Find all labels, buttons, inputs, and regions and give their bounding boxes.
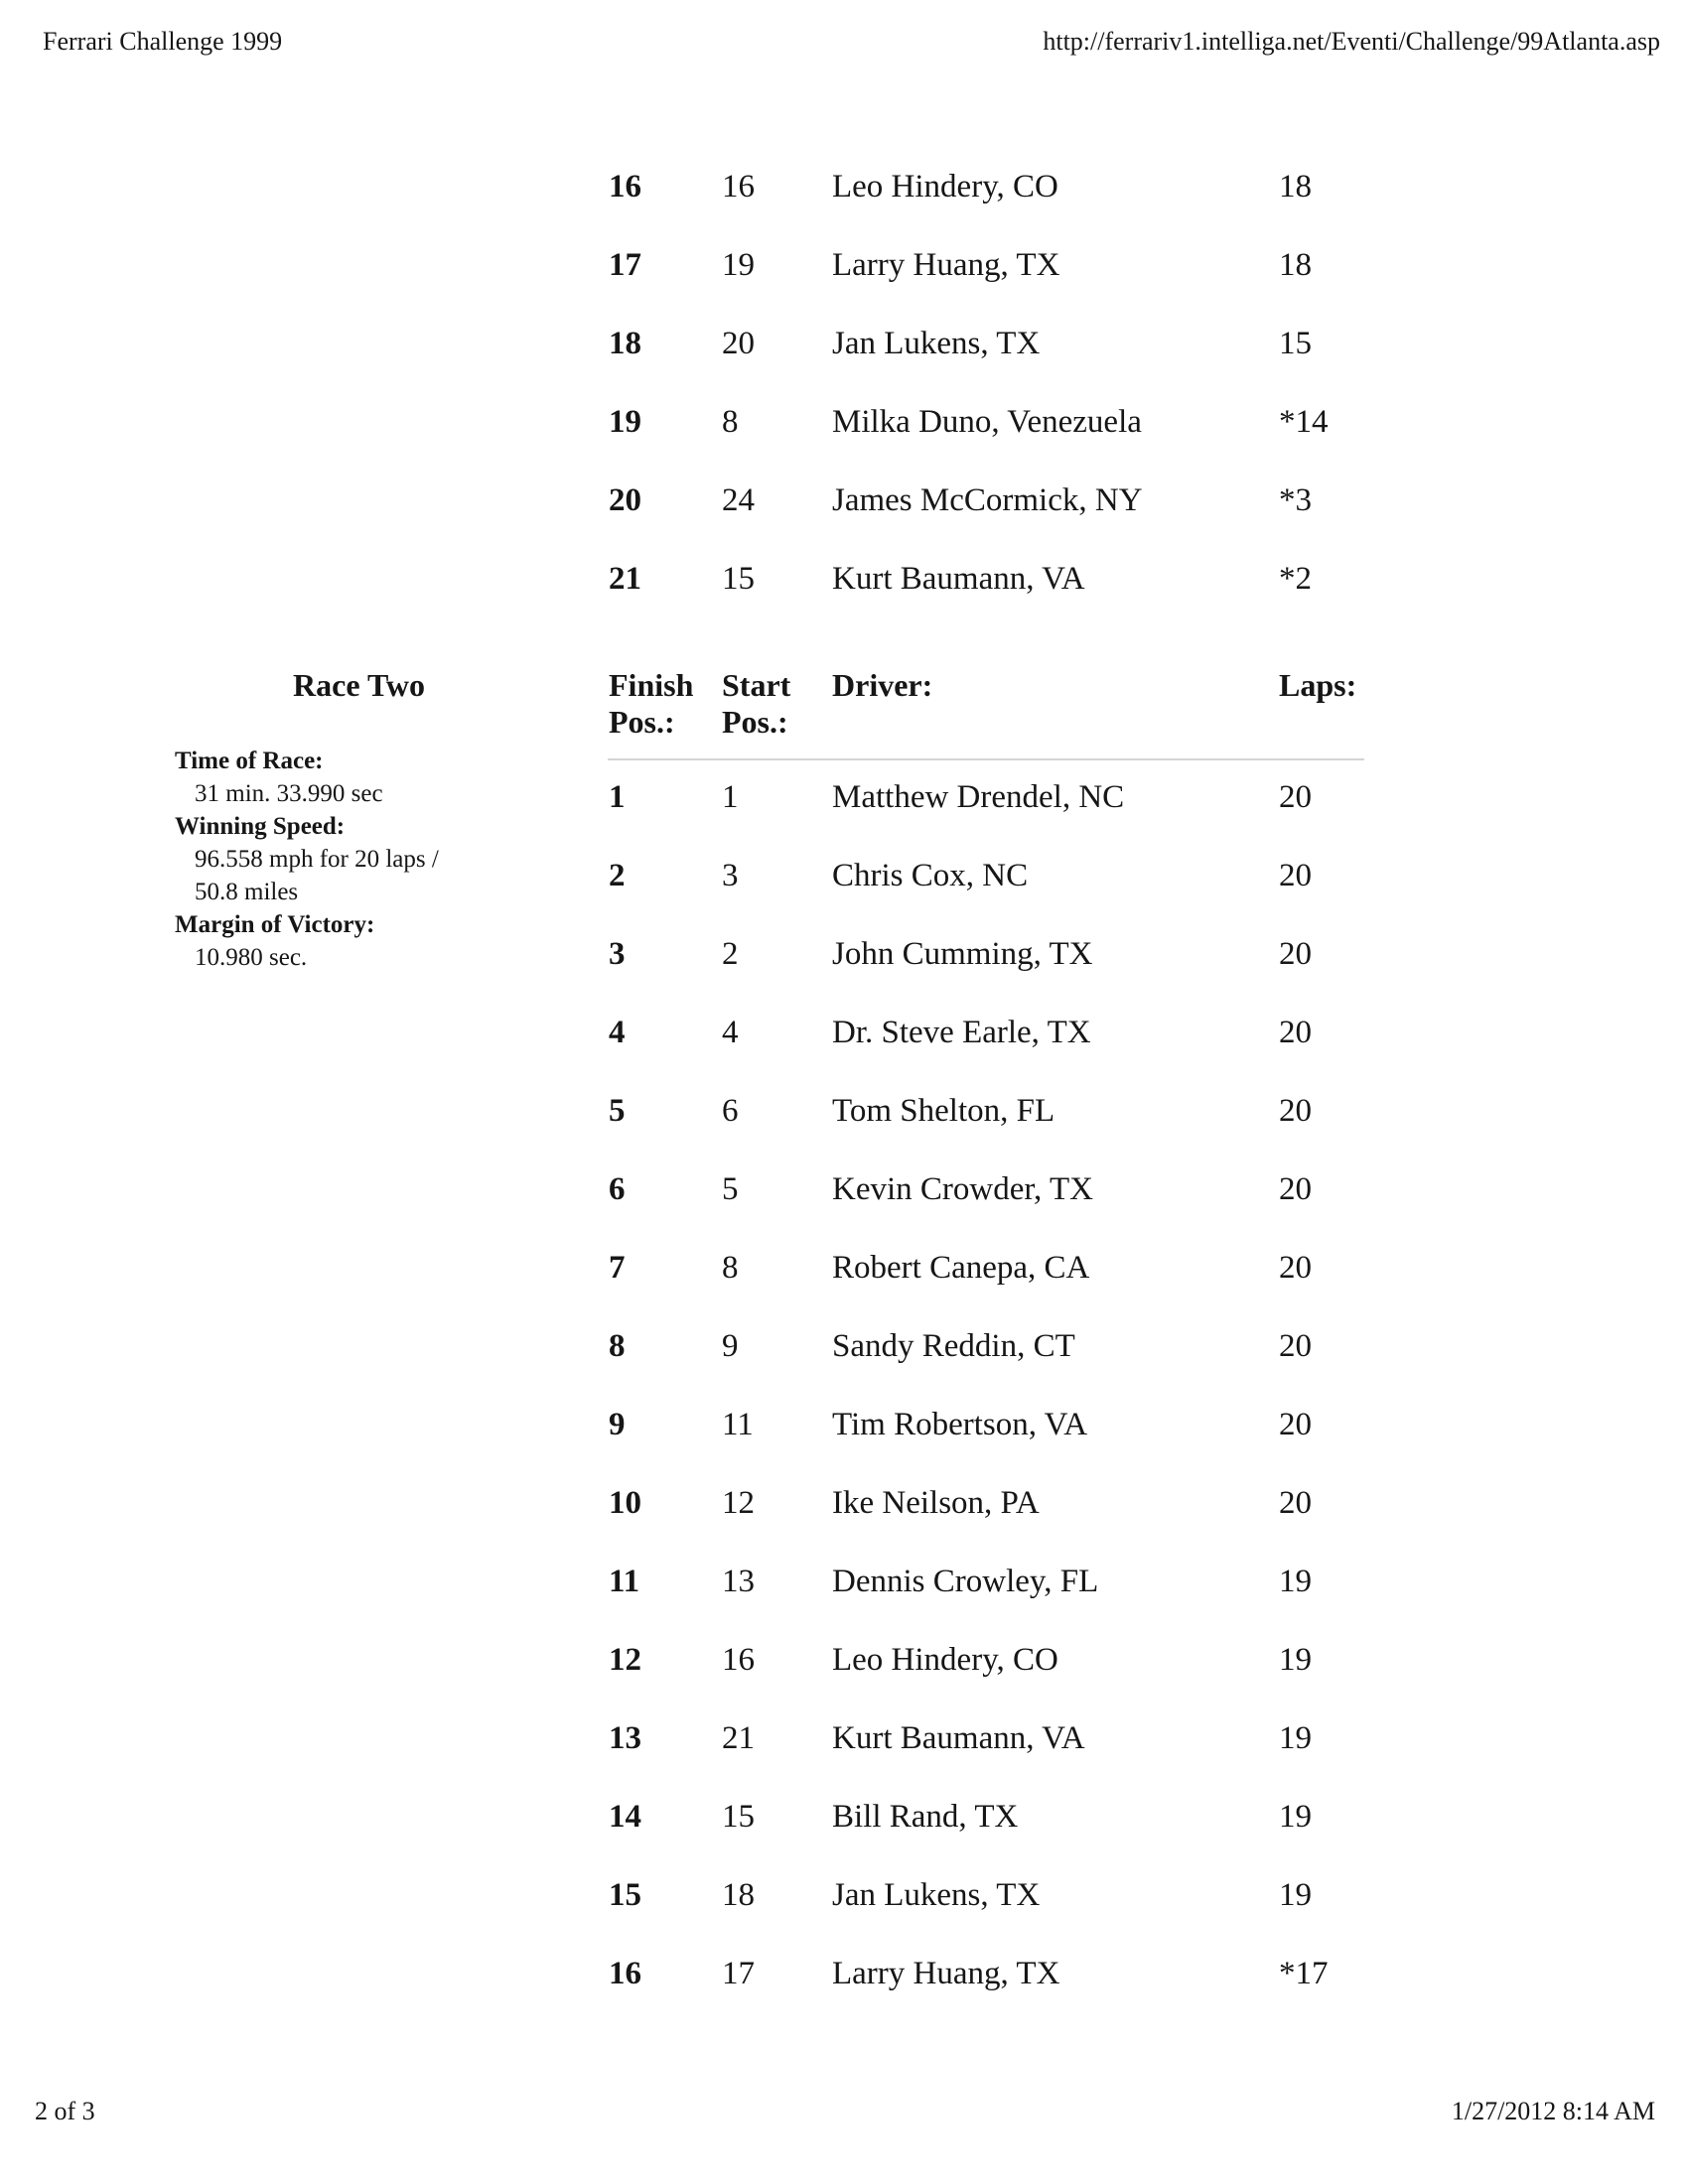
winning-speed-value: 96.558 mph for 20 laps / — [195, 846, 439, 873]
driver-name: Milka Duno, Venezuela — [832, 404, 1142, 440]
table-row — [0, 1799, 1688, 1839]
driver-name: Jan Lukens, TX — [832, 1877, 1041, 1913]
time-of-race-label: Time of Race: — [175, 748, 324, 774]
column-header-finish — [609, 667, 693, 741]
finish-pos: 18 — [609, 326, 641, 361]
table-row — [0, 1328, 1688, 1368]
driver-name: John Cumming, TX — [832, 936, 1093, 972]
table-row — [0, 1642, 1688, 1682]
finish-pos: 12 — [609, 1642, 641, 1678]
laps-count: 19 — [1279, 1877, 1312, 1913]
laps-count: 20 — [1279, 1171, 1312, 1207]
driver-name: Bill Rand, TX — [832, 1799, 1019, 1835]
start-pos: 9 — [722, 1328, 739, 1364]
finish-pos: 6 — [609, 1171, 626, 1207]
laps-count: 19 — [1279, 1564, 1312, 1599]
column-header-finish-line2: Pos.: — [609, 704, 675, 740]
table-row — [0, 561, 1688, 601]
laps-count: 20 — [1279, 1328, 1312, 1364]
table-row — [0, 169, 1688, 208]
header-divider — [608, 758, 1364, 760]
finish-pos: 16 — [609, 169, 641, 205]
finish-pos: 15 — [609, 1877, 641, 1913]
race-two-title: Race Two — [293, 667, 426, 703]
start-pos: 8 — [722, 404, 739, 440]
laps-count: 20 — [1279, 1093, 1312, 1129]
laps-count: *14 — [1279, 404, 1329, 440]
driver-name: Tom Shelton, FL — [832, 1093, 1055, 1129]
laps-count: 19 — [1279, 1720, 1312, 1756]
laps-count: 19 — [1279, 1642, 1312, 1678]
finish-pos: 17 — [609, 247, 641, 283]
column-header-driver: Driver: — [832, 667, 933, 703]
driver-name: Dr. Steve Earle, TX — [832, 1015, 1091, 1050]
laps-count: 18 — [1279, 247, 1312, 283]
table-row — [0, 1171, 1688, 1211]
finish-pos: 13 — [609, 1720, 641, 1756]
column-header-start-line2: Pos.: — [722, 704, 788, 740]
laps-count: 20 — [1279, 1250, 1312, 1286]
driver-name: Ike Neilson, PA — [832, 1485, 1040, 1521]
laps-count: 20 — [1279, 1015, 1312, 1050]
finish-pos: 14 — [609, 1799, 641, 1835]
driver-name: Kurt Baumann, VA — [832, 561, 1085, 597]
table-row — [0, 247, 1688, 287]
table-row — [0, 404, 1688, 444]
driver-name: Sandy Reddin, CT — [832, 1328, 1075, 1364]
driver-name: Dennis Crowley, FL — [832, 1564, 1099, 1599]
column-header-start — [722, 667, 790, 741]
start-pos: 15 — [722, 561, 755, 597]
laps-count: *17 — [1279, 1956, 1329, 1991]
driver-name: Larry Huang, TX — [832, 1956, 1060, 1991]
finish-pos: 5 — [609, 1093, 626, 1129]
laps-count: *3 — [1279, 482, 1312, 518]
table-row — [0, 1015, 1688, 1054]
driver-name: Matthew Drendel, NC — [832, 779, 1125, 815]
finish-pos: 21 — [609, 561, 641, 597]
column-header-finish-line1: Finish — [609, 667, 694, 703]
start-pos: 16 — [722, 169, 755, 205]
start-pos: 13 — [722, 1564, 755, 1599]
laps-count: 18 — [1279, 169, 1312, 205]
finish-pos: 2 — [609, 858, 626, 893]
start-pos: 24 — [722, 482, 755, 518]
table-row — [0, 779, 1688, 819]
finish-pos: 4 — [609, 1015, 626, 1050]
finish-pos: 11 — [609, 1564, 640, 1599]
driver-name: Leo Hindery, CO — [832, 169, 1058, 205]
table-row — [0, 1250, 1688, 1290]
start-pos: 1 — [722, 779, 739, 815]
laps-count: 19 — [1279, 1799, 1312, 1835]
finish-pos: 8 — [609, 1328, 626, 1364]
winning-distance-value: 50.8 miles — [195, 879, 299, 905]
table-row — [0, 936, 1688, 976]
margin-of-victory-label: Margin of Victory: — [175, 911, 375, 938]
start-pos: 8 — [722, 1250, 739, 1286]
laps-count: 20 — [1279, 858, 1312, 893]
finish-pos: 16 — [609, 1956, 641, 1991]
driver-name: Kurt Baumann, VA — [832, 1720, 1085, 1756]
start-pos: 20 — [722, 326, 755, 361]
table-row — [0, 482, 1688, 522]
table-row — [0, 1877, 1688, 1917]
time-of-race-value: 31 min. 33.990 sec — [195, 780, 383, 807]
start-pos: 19 — [722, 247, 755, 283]
start-pos: 16 — [722, 1642, 755, 1678]
driver-name: Chris Cox, NC — [832, 858, 1029, 893]
column-header-start-line1: Start — [722, 667, 791, 703]
driver-name: Tim Robertson, VA — [832, 1407, 1088, 1442]
start-pos: 12 — [722, 1485, 755, 1521]
table-row — [0, 1485, 1688, 1525]
laps-count: 15 — [1279, 326, 1312, 361]
page-number: 2 of 3 — [35, 2097, 95, 2125]
start-pos: 15 — [722, 1799, 755, 1835]
driver-name: Larry Huang, TX — [832, 247, 1060, 283]
finish-pos: 1 — [609, 779, 626, 815]
finish-pos: 3 — [609, 936, 626, 972]
start-pos: 21 — [722, 1720, 755, 1756]
finish-pos: 19 — [609, 404, 641, 440]
laps-count: 20 — [1279, 1407, 1312, 1442]
start-pos: 11 — [722, 1407, 754, 1442]
laps-count: 20 — [1279, 936, 1312, 972]
laps-count: 20 — [1279, 1485, 1312, 1521]
driver-name: Leo Hindery, CO — [832, 1642, 1058, 1678]
table-row — [0, 326, 1688, 365]
start-pos: 6 — [722, 1093, 739, 1129]
print-datetime: 1/27/2012 8:14 AM — [1451, 2097, 1655, 2125]
finish-pos: 9 — [609, 1407, 626, 1442]
table-row — [0, 1093, 1688, 1133]
table-row — [0, 1956, 1688, 1995]
page-header-title: Ferrari Challenge 1999 — [43, 27, 283, 56]
driver-name: James McCormick, NY — [832, 482, 1143, 518]
column-header-laps: Laps: — [1279, 667, 1357, 703]
start-pos: 5 — [722, 1171, 739, 1207]
margin-of-victory-value: 10.980 sec. — [195, 944, 308, 971]
page-header-url: http://ferrariv1.intelliga.net/Eventi/Challenge/99Atlanta.asp — [1043, 27, 1660, 56]
finish-pos: 20 — [609, 482, 641, 518]
table-row — [0, 858, 1688, 897]
driver-name: Kevin Crowder, TX — [832, 1171, 1093, 1207]
start-pos: 17 — [722, 1956, 755, 1991]
table-row — [0, 1720, 1688, 1760]
start-pos: 18 — [722, 1877, 755, 1913]
table-row — [0, 1564, 1688, 1603]
driver-name: Robert Canepa, CA — [832, 1250, 1090, 1286]
laps-count: 20 — [1279, 779, 1312, 815]
table-row — [0, 1407, 1688, 1446]
laps-count: *2 — [1279, 561, 1312, 597]
finish-pos: 10 — [609, 1485, 641, 1521]
finish-pos: 7 — [609, 1250, 626, 1286]
start-pos: 2 — [722, 936, 739, 972]
start-pos: 4 — [722, 1015, 739, 1050]
start-pos: 3 — [722, 858, 739, 893]
winning-speed-label: Winning Speed: — [175, 813, 346, 840]
driver-name: Jan Lukens, TX — [832, 326, 1041, 361]
